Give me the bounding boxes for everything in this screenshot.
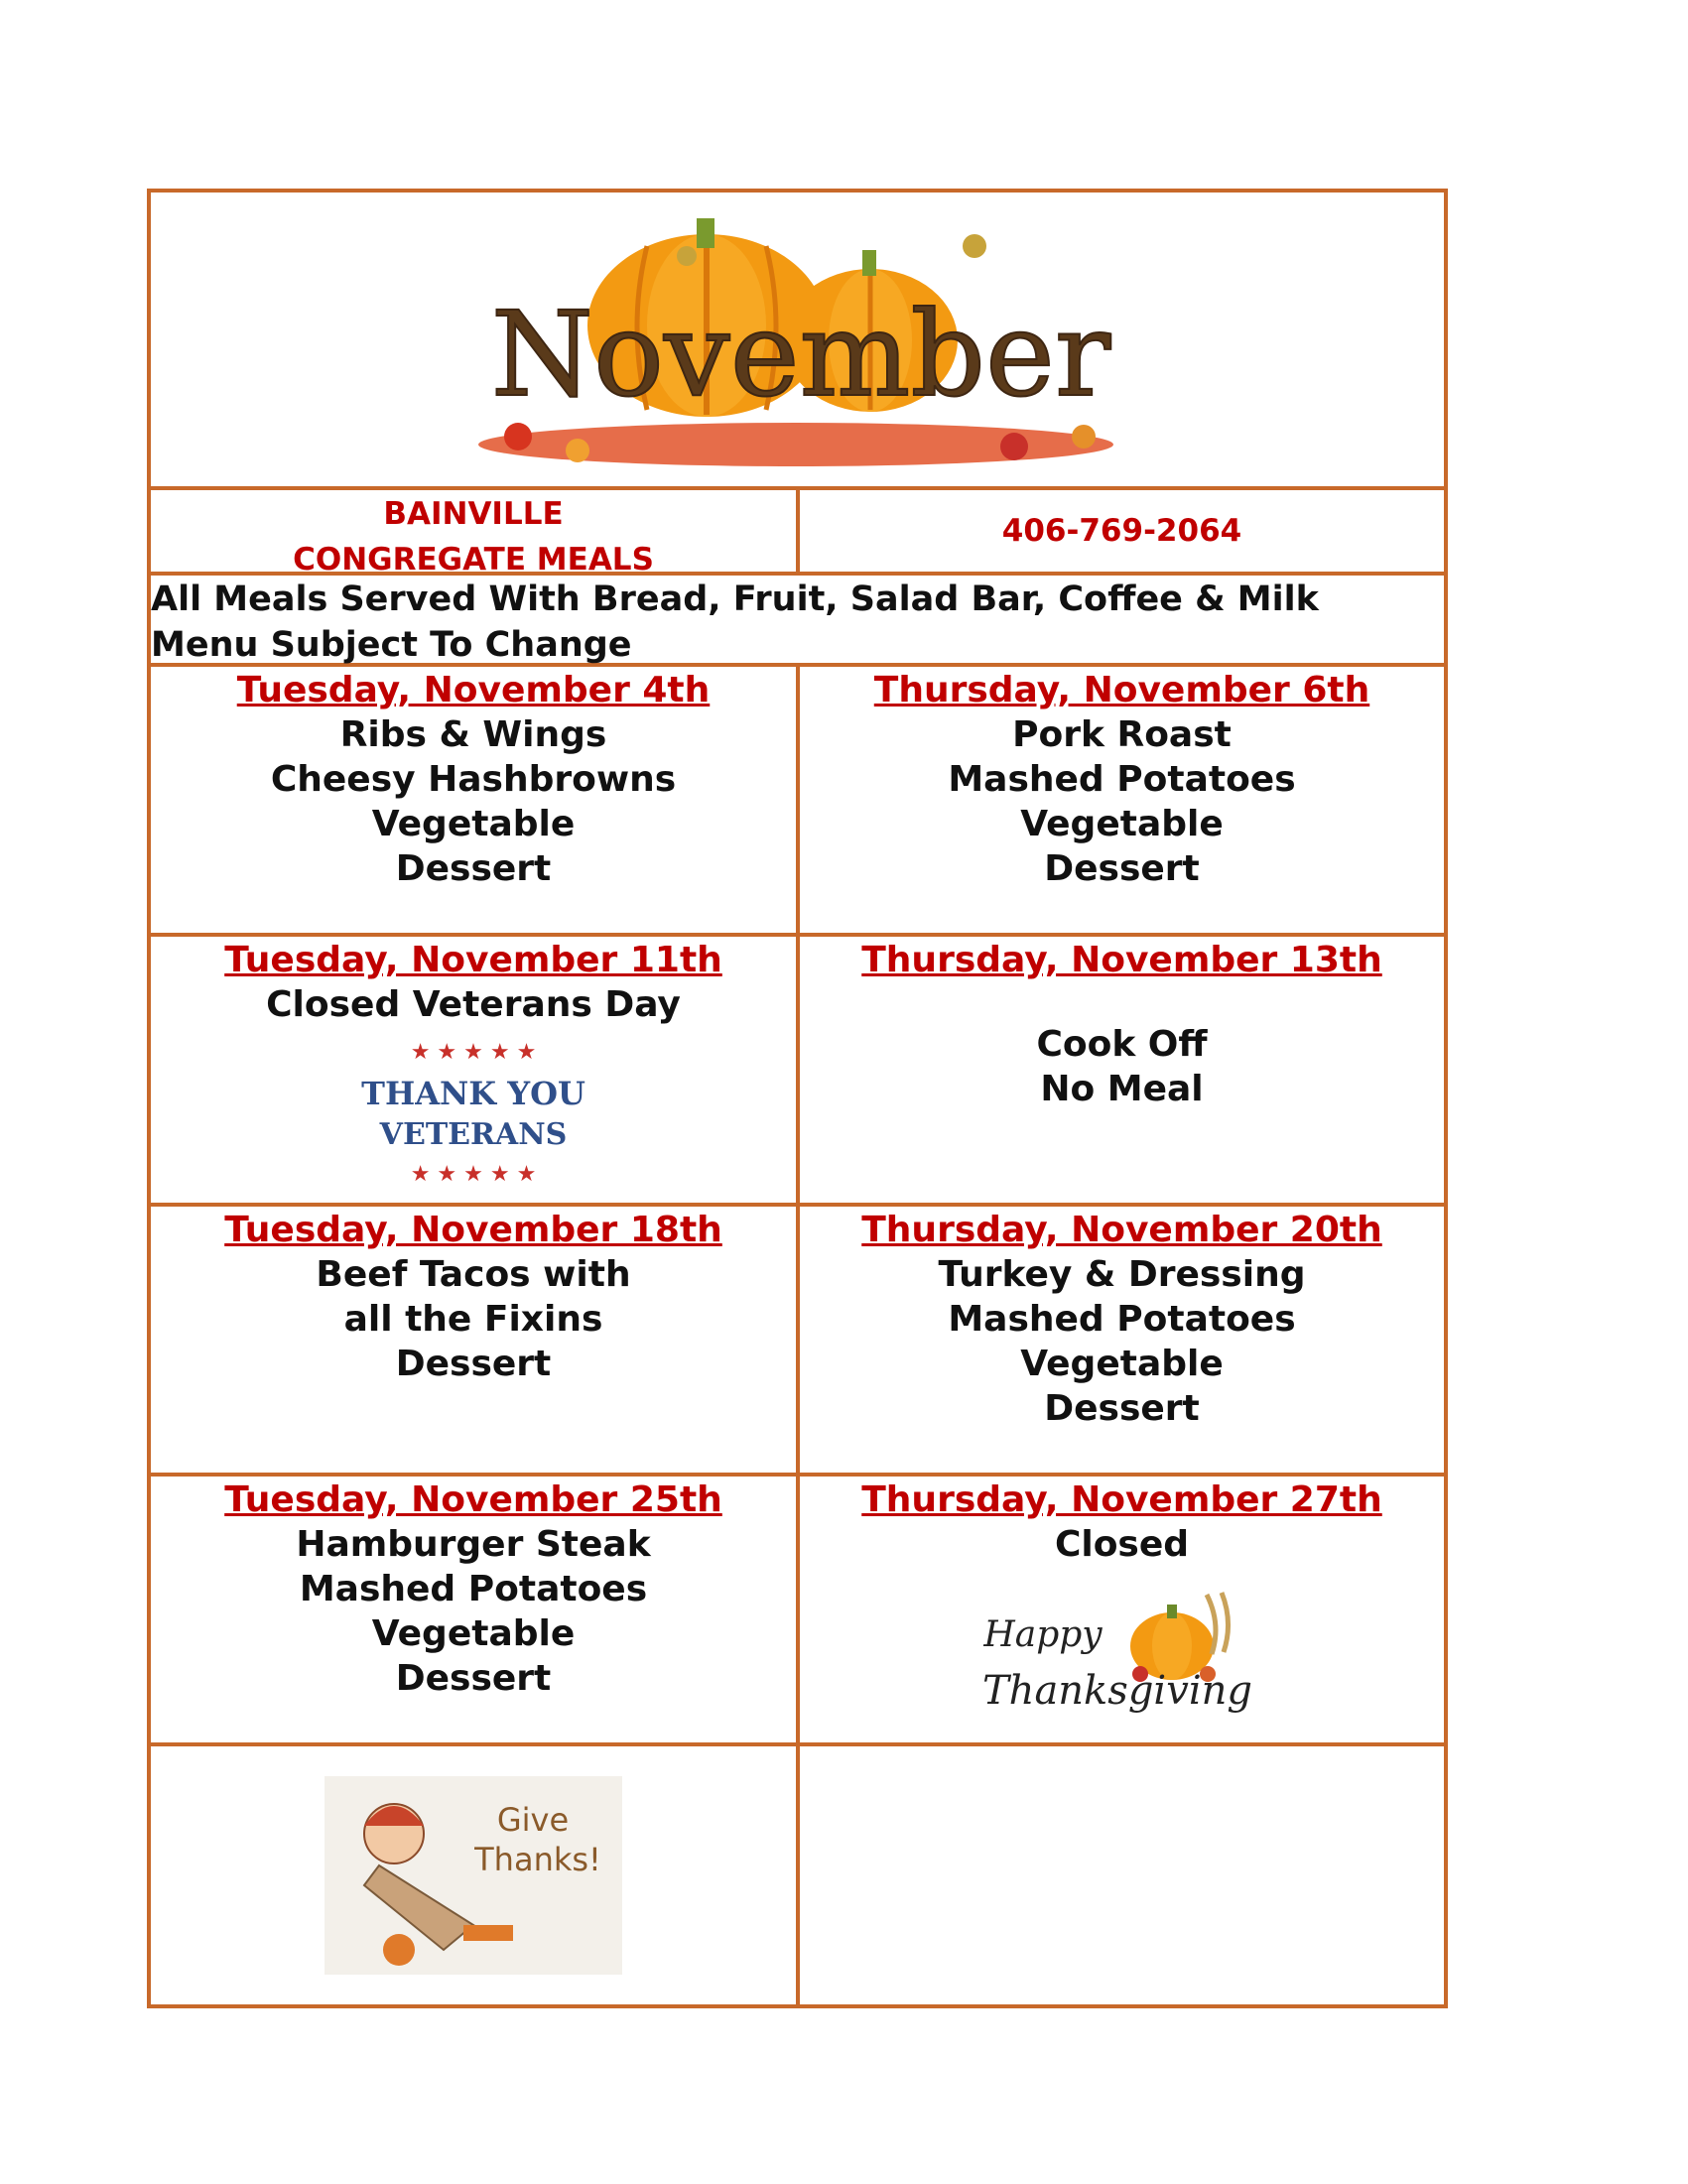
menu-item: Ribs & Wings [339,714,607,755]
menu-item: Mashed Potatoes [299,1569,648,1609]
menu-item: Turkey & Dressing [938,1254,1306,1295]
day-cell [151,937,800,1203]
thanksgiving-text-line1: Happy [982,1614,1103,1655]
menu-sheet [147,189,1448,2008]
veterans-text-line1: THANK YOU [361,1075,585,1112]
day-cell [800,667,1444,933]
day-heading: Tuesday, November 11th [224,940,722,980]
menu-item: Dessert [395,1344,552,1384]
menu-item: No Meal [1040,1069,1204,1109]
image-cell [151,1746,800,2008]
week-row [151,1207,1444,1477]
week-row [151,1746,1444,2008]
menu-item: Dessert [1044,1388,1200,1429]
month-title: November [490,286,1111,423]
org-name-line1: BAINVILLE [383,496,564,532]
menu-item: Vegetable [371,1613,576,1654]
svg-text:★ ★ ★ ★ ★: ★ ★ ★ ★ ★ [410,1162,537,1186]
week-row [151,937,1444,1207]
menu-item: Vegetable [1020,804,1224,844]
day-cell [800,937,1444,1203]
give-thanks-image [325,1776,622,1975]
svg-text:★ ★ ★ ★ ★: ★ ★ ★ ★ ★ [410,1040,537,1065]
menu-item: Vegetable [1020,1344,1224,1384]
day-heading: Thursday, November 27th [861,1479,1382,1520]
give-thanks-line1: Give [496,1801,570,1839]
menu-item: Dessert [1044,848,1200,889]
day-cell [151,1477,800,1742]
week-row [151,667,1444,937]
org-cell [151,490,800,578]
day-heading: Tuesday, November 18th [224,1210,722,1250]
menu-item: Mashed Potatoes [948,759,1296,800]
menu-item: Cook Off [1036,1024,1208,1065]
menu-change-note: Menu Subject To Change [151,625,632,665]
phone-cell [800,490,1444,572]
thanksgiving-text-line2: Thanksgiving [981,1668,1252,1714]
menu-item: Vegetable [371,804,576,844]
day-heading: Thursday, November 6th [873,670,1370,710]
day-cell [800,1477,1444,1742]
phone-number: 406-769-2064 [1001,513,1242,549]
meals-note: All Meals Served With Bread, Fruit, Salad Bar, Coffee & Milk [151,579,1319,619]
menu-item: Cheesy Hashbrowns [270,759,677,800]
give-thanks-line2: Thanks! [474,1841,601,1878]
day-cell [151,1207,800,1473]
menu-item: Pork Roast [1012,714,1232,755]
november-banner-image [458,206,1143,484]
day-heading: Tuesday, November 25th [224,1479,722,1520]
menu-item: Dessert [395,1658,552,1699]
menu-item: Beef Tacos with [316,1254,631,1295]
notes-row [151,576,1444,667]
day-cell [800,1207,1444,1473]
org-name-line2: CONGREGATE MEALS [293,542,654,578]
thank-you-veterans-image [359,1037,587,1186]
day-cell [151,667,800,933]
day-heading: Thursday, November 20th [861,1210,1382,1250]
menu-item: Mashed Potatoes [948,1299,1296,1340]
veterans-text-line2: VETERANS [379,1117,568,1152]
menu-item: Closed [1054,1524,1190,1565]
info-row [151,490,1444,576]
empty-cell [800,1746,1444,2008]
menu-item: Dessert [395,848,552,889]
happy-thanksgiving-image [974,1575,1271,1743]
week-row [151,1477,1444,1746]
day-heading: Tuesday, November 4th [236,670,711,710]
banner-row [151,193,1444,490]
menu-item: all the Fixins [343,1299,603,1340]
menu-item: Hamburger Steak [296,1524,651,1565]
menu-item: Closed Veterans Day [266,984,681,1025]
stars-icon [411,1040,537,1186]
day-heading: Thursday, November 13th [861,940,1382,980]
